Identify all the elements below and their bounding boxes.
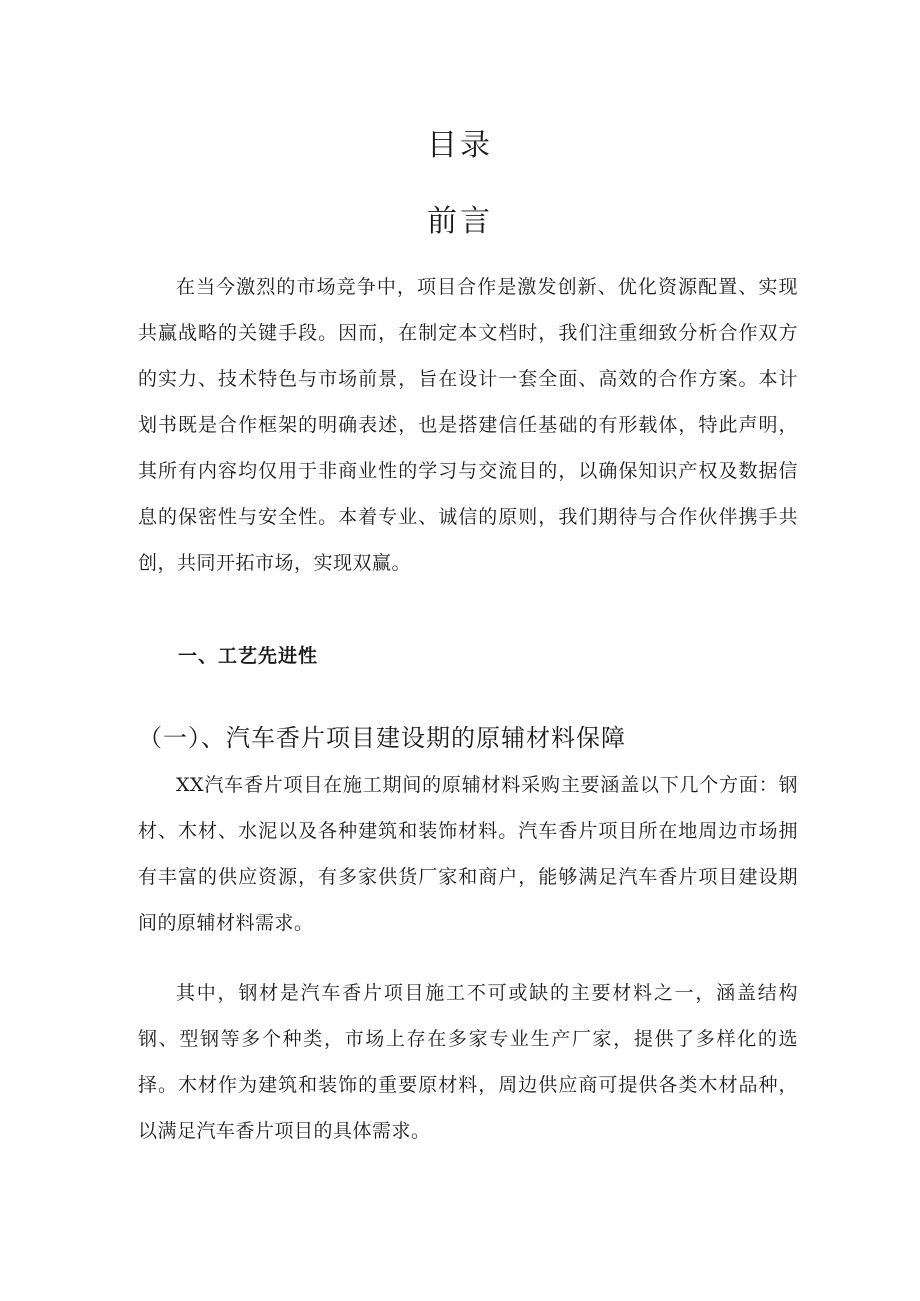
preface-title: 前言 xyxy=(427,204,493,239)
section-heading-process: 一、工艺先进性 xyxy=(178,645,319,667)
toc-title: 目录 xyxy=(427,128,493,163)
materials-paragraph-1: XX汽车香片项目在施工期间的原辅材料采购主要涵盖以下几个方面：钢材、木材、水泥以及各种建筑和装饰材料。汽车香片项目所在地周边市场拥有丰富的供应资源，有多家供货厂家和商户，能够满足汽车香片项目建设期间的原辅材料需求。 xyxy=(138,774,798,934)
materials-paragraph-2: 其中，钢材是汽车香片项目施工不可或缺的主要材料之一，涵盖结构钢、型钢等多个种类，市场上存在多家专业生产厂家，提供了多样化的选择。木材作为建筑和装饰的重要原材料，周边供应商可提供各类木材品种，以满足汽车香片项目的具体需求。 xyxy=(138,982,798,1142)
subsection-heading-materials: （一）、汽车香片项目建设期的原辅材料保障 xyxy=(138,724,626,752)
preface-paragraph: 在当今激烈的市场竞争中，项目合作是激发创新、优化资源配置、实现共赢战略的关键手段。因而，在制定本文档时，我们注重细致分析合作双方的实力、技术特色与市场前景，旨在设计一套全面、高效的合作方案。本计划书既是合作框架的明确表述，也是搭建信任基础的有形载体，特此声明，其所有内容均仅用于非商业性的学习与交流目的，以确保知识产权及数据信息的保密性与安全性。本着专业、诚信的原则，我们期待与合作伙伴携手共创，共同开拓市场，实现双赢。 xyxy=(138,276,798,574)
